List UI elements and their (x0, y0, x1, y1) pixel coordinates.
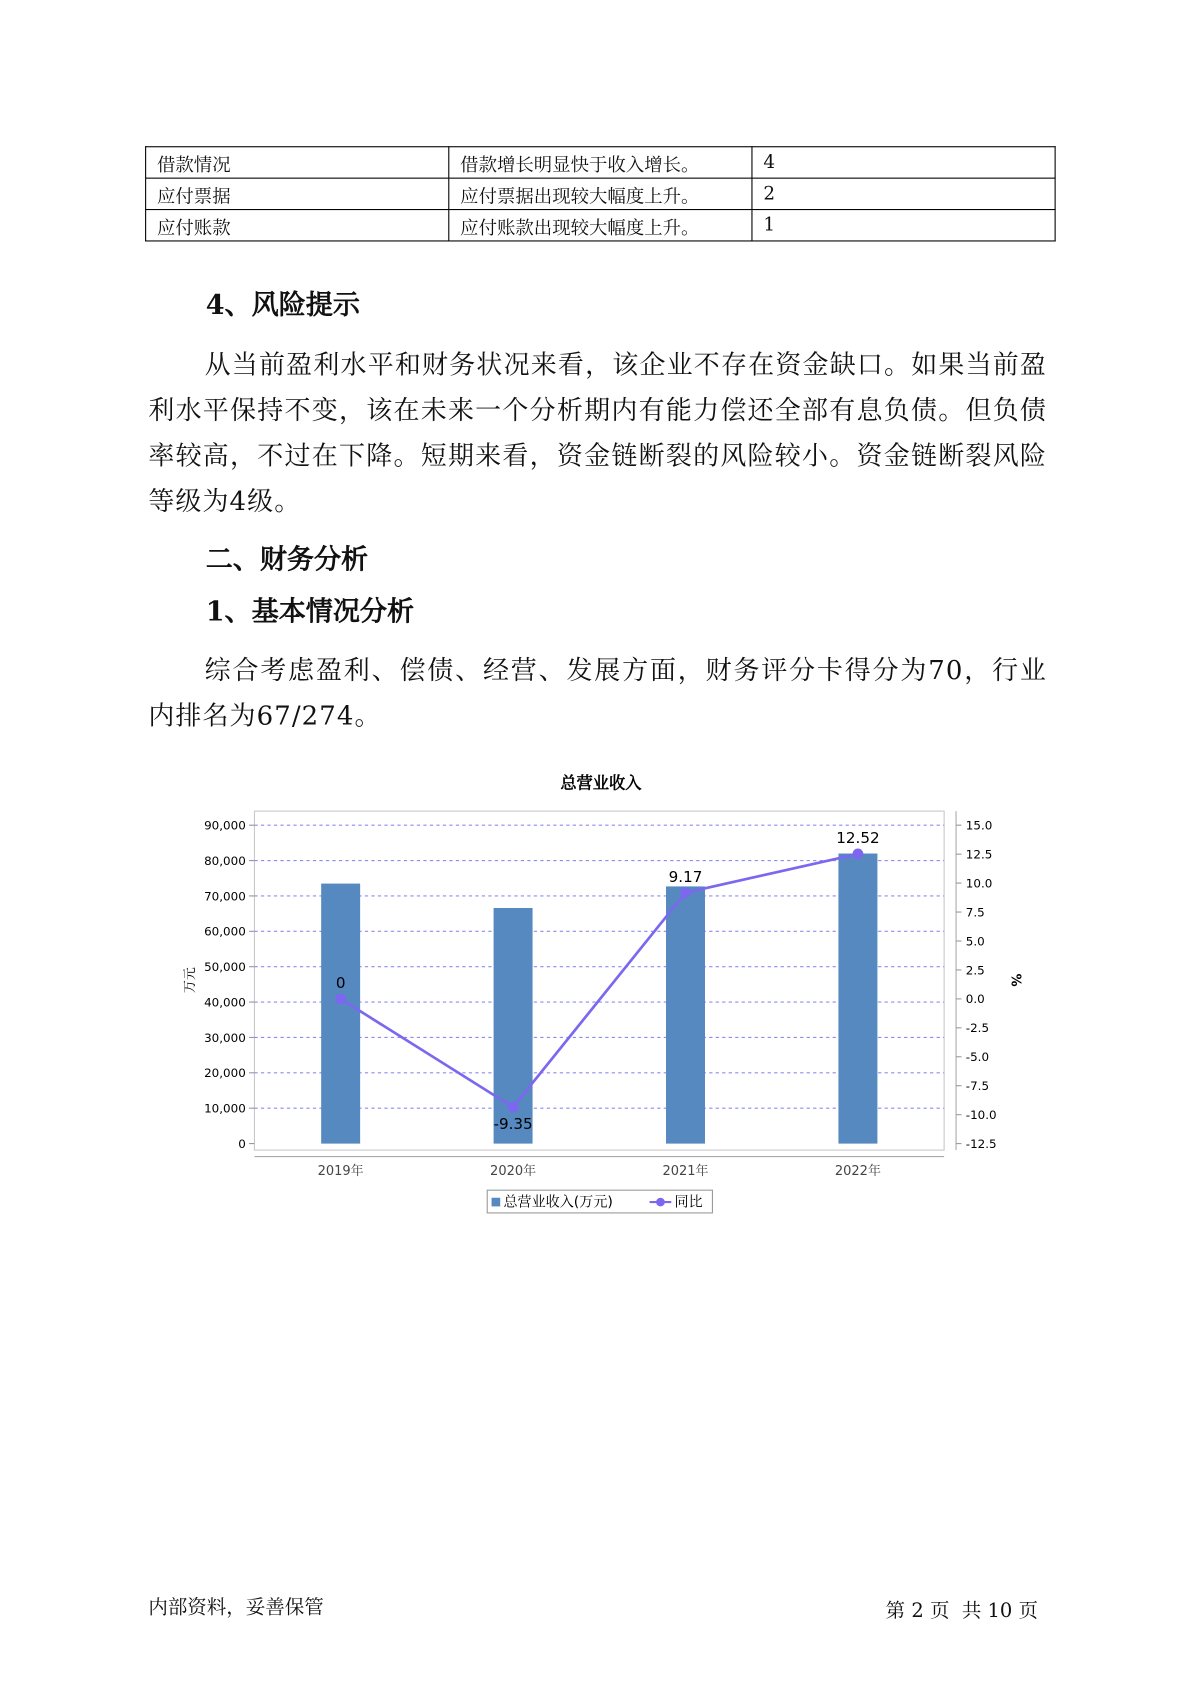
table-row (146, 210, 1055, 241)
y2-tick-label: 15.0 (965, 818, 993, 833)
x-tick-label: 2022年 (834, 1164, 881, 1180)
y-tick-label: 10,000 (204, 1101, 246, 1116)
y-tick-label: 20,000 (204, 1066, 246, 1081)
table-cell-desc: 应付账款出现较大幅度上升。 (449, 210, 752, 241)
y2-tick-label: 12.5 (965, 847, 993, 862)
y-axis-label: 万元 (182, 967, 198, 994)
table-cell-item: 应付账款 (146, 210, 449, 241)
y-tick-label: 60,000 (204, 924, 246, 939)
yoy-data-label: 12.52 (836, 829, 880, 848)
yoy-line (341, 854, 858, 1107)
y2-tick-label: -12.5 (965, 1136, 997, 1151)
y2-tick-label: 5.0 (965, 934, 985, 949)
yoy-data-label: 0 (335, 974, 346, 993)
yoy-data-label: 9.17 (668, 867, 703, 886)
x-tick-label: 2021年 (662, 1164, 709, 1180)
basic-analysis-paragraph: 综合考虑盈利、偿债、经营、发展方面，财务评分卡得分为70，行业内排名为67/274。 (148, 655, 1047, 731)
risk-heading: 4、风险提示 (205, 289, 360, 321)
y-tick-label: 70,000 (204, 889, 246, 904)
table-cell-level: 4 (752, 147, 1055, 178)
chart-legend (487, 1190, 712, 1213)
legend-line-label: 同比 (674, 1194, 703, 1211)
y2-tick-label: -2.5 (965, 1021, 990, 1036)
y2-tick-label: 0.0 (965, 992, 985, 1007)
yoy-data-label: -9.35 (493, 1114, 533, 1133)
footer-page-number: 第 2 页 共 10 页 (885, 1599, 1038, 1623)
table-cell-level: 2 (752, 178, 1055, 209)
revenue-chart (173, 763, 1028, 1223)
risk-paragraph: 从当前盈利水平和财务状况来看，该企业不存在资金缺口。如果当前盈利水平保持不变，该在未来一个分析期内有能力偿还全部有息负债。但负债率较高，不过在下降。短期来看，资金链断裂的风险较小。资金链断裂风险等级为4级。 (148, 349, 1047, 517)
y-tick-label: 40,000 (204, 995, 246, 1010)
y2-tick-label: 2.5 (965, 963, 985, 978)
legend-line-marker (656, 1198, 665, 1207)
revenue-bar (838, 854, 877, 1144)
x-tick-label: 2020年 (490, 1164, 537, 1180)
table-cell-item: 应付票据 (146, 178, 449, 209)
yoy-point (335, 993, 346, 1004)
yoy-point (853, 849, 864, 860)
y2-tick-label: 10.0 (965, 876, 993, 891)
revenue-bar (321, 884, 360, 1144)
chart-title: 总营业收入 (560, 773, 642, 793)
table-cell-desc: 借款增长明显快于收入增长。 (449, 147, 752, 178)
finance-heading: 二、财务分析 (205, 543, 369, 576)
table-cell-desc: 应付票据出现较大幅度上升。 (449, 178, 752, 209)
table-row (146, 178, 1055, 209)
y2-tick-label: -7.5 (965, 1079, 990, 1094)
y2-tick-label: 7.5 (965, 905, 985, 920)
table-row (146, 147, 1055, 178)
legend-bar-swatch (492, 1198, 501, 1207)
y-tick-label: 80,000 (204, 853, 246, 868)
yoy-point (680, 887, 691, 898)
risk-table (145, 146, 1056, 241)
basic-analysis-heading: 1、基本情况分析 (205, 595, 415, 628)
y-tick-label: 90,000 (204, 818, 246, 833)
y-tick-label: 30,000 (204, 1030, 246, 1045)
footer-confidential: 内部资料，妥善保管 (148, 1596, 324, 1620)
legend-bar-label: 总营业收入(万元) (503, 1194, 613, 1211)
table-cell-item: 借款情况 (146, 147, 449, 178)
y2-axis-label: % (1007, 973, 1023, 987)
y-tick-label: 0 (238, 1136, 246, 1151)
table-cell-level: 1 (752, 210, 1055, 241)
revenue-bar (666, 886, 705, 1143)
x-tick-label: 2019年 (317, 1164, 364, 1180)
y2-tick-label: -5.0 (965, 1050, 990, 1065)
yoy-point (508, 1102, 519, 1113)
y2-tick-label: -10.0 (965, 1107, 997, 1122)
y-tick-label: 50,000 (204, 960, 246, 975)
